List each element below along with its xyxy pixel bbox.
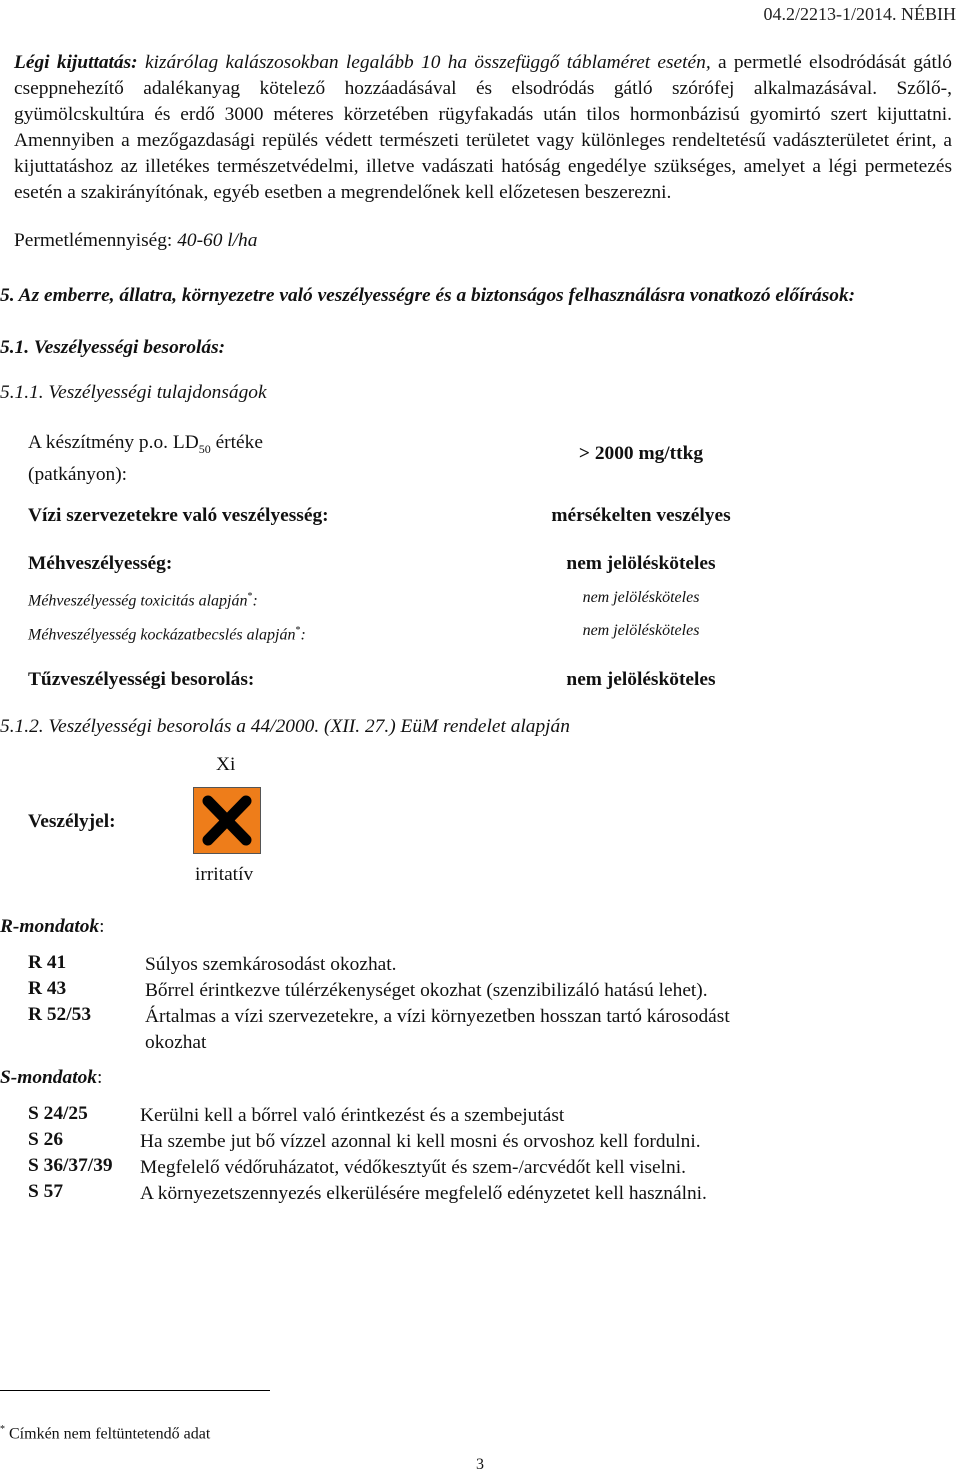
x-cross-icon [194,788,260,853]
aquatic-hazard-label: Vízi szervezetekre való veszélyesség: [28,505,329,526]
fire-hazard-label: Tűzveszélyességi besorolás: [28,669,255,690]
s-phrase-code: S 26 [28,1129,64,1150]
r-phrase-code: R 52/53 [28,1004,92,1025]
footnote-marker: * [247,591,253,602]
s-phrase-code: S 57 [28,1181,64,1202]
aquatic-hazard-value: mérsékelten veszélyes [551,505,731,526]
bee-risk-label [28,625,306,644]
s-phrases-title: S-mondatok [0,1067,97,1088]
r-phrases-heading [0,916,105,938]
air-application-condition: kizárólag kalászosokban legalább 10 ha összefüggő táblaméret esetén, [144,52,711,73]
r-phrase-text: Bőrrel érintkezve túlérzékenységet okozhat (szenzibilizáló hatású lehet). [145,980,708,1001]
spray-volume-value: 40-60 l/ha [177,230,258,251]
footnote-text: Címkén nem feltüntetendő adat [9,1425,211,1443]
document-reference: 04.2/2213-1/2014. NÉBIH [763,4,956,24]
r-phrase-text: Ártalmas a vízi szervezetekre, a vízi környezetben hosszan tartó károsodást okozhat [145,1006,730,1053]
bee-toxicity-value: nem jelölésköteles [582,589,700,606]
r-phrase-text: Súlyos szemkárosodást okozhat. [145,954,397,975]
air-application-body: a permetlé elsodródását gátló cseppnehezítő adalékanyag kötelező hozzáadásával és elsodródás gátló szórófej alkalmazásával. Szőlő-, gyümölcskultúra és erdő 3000 méteres körzetében rügyfakadás után tilos hormonbázisú gyomirtó szert kijuttatni. Amennyiben a mezőgazdasági repülés védett természeti területet vagy különleges rendeltetésű vadászterületet érint, a kijuttatáshoz az illetékes természetvédelmi, illetve vadászati hatóság engedélye szükséges, amelyet a légi permetezés esetén a szakirányítónak, egyéb esetben a megrendelőnek kell előzetesen beszerezni. [14,52,952,203]
fire-hazard-value: nem jelölésköteles [566,669,716,690]
ld50-subscript: 50 [198,441,211,456]
section-5-1-1-title: 5.1.1. Veszélyességi tulajdonságok [0,382,267,403]
s-phrase-code: S 24/25 [28,1103,88,1124]
ld50-label-text: A készítmény p.o. LD [28,432,199,453]
s-phrase-text: Kerülni kell a bőrrel való érintkezést és a szembejutást [140,1105,565,1126]
bee-risk-text: Méhveszélyesség kockázatbecslés alapján [28,626,296,644]
bee-hazard-value: nem jelölésköteles [566,553,716,574]
footnote-separator [0,1390,270,1391]
section-5-1-2-title: 5.1.2. Veszélyességi besorolás a 44/2000. (XII. 27.) EüM rendelet alapján [0,716,570,737]
bee-toxicity-text: Méhveszélyesség toxicitás alapján [28,592,248,610]
bee-toxicity-label [28,591,258,610]
irritant-hazard-icon [193,787,261,854]
hazard-symbol-label: Veszélyjel: [28,811,116,832]
s-phrase-text: Ha szembe jut bő vízzel azonnal ki kell mosni és orvoshoz kell fordulni. [140,1131,701,1152]
s-phrase-text: Megfelelő védőruházatot, védőkesztyűt és szem-/arcvédőt kell viselni. [140,1157,686,1178]
heading-colon: : [96,1067,103,1088]
hazard-symbol-code: Xi [216,754,236,775]
section-5-1-title: 5.1. Veszélyességi besorolás: [0,337,226,358]
ld50-label-suffix: értéke [215,432,263,453]
air-application-paragraph [14,50,952,206]
heading-colon: : [99,916,105,937]
footnote-marker: * [295,625,301,636]
s-phrases-heading [0,1067,102,1089]
r-phrase-code: R 41 [28,952,67,973]
hazard-symbol-name: irritatív [195,864,254,885]
s-phrase-code: S 36/37/39 [28,1155,113,1176]
label-colon: : [252,592,258,610]
s-phrase-text: A környezetszennyezés elkerülésére megfelelő edényzetet kell használni. [140,1183,707,1204]
ld50-label-line2: (patkányon): [28,463,128,485]
ld50-value: > 2000 mg/ttkg [578,443,704,464]
r-phrases-title: R-mondatok [0,916,100,937]
spray-volume-label: Permetlémennyiség: [14,230,173,251]
bee-hazard-label: Méhveszélyesség: [28,553,173,574]
r-phrase-code: R 43 [28,978,67,999]
footnote-marker: * [0,1424,5,1435]
spray-volume-line [14,230,257,252]
label-colon: : [300,626,306,644]
section-5-title: 5. Az emberre, állatra, környezetre való veszélyességre és a biztonságos felhasználásra vonatkozó előírások: [0,285,856,306]
air-application-lead: Légi kijuttatás: [14,52,138,73]
bee-risk-value: nem jelölésköteles [582,622,700,639]
footnote [0,1424,210,1443]
page-number: 3 [476,1456,484,1473]
ld50-label [28,430,263,488]
